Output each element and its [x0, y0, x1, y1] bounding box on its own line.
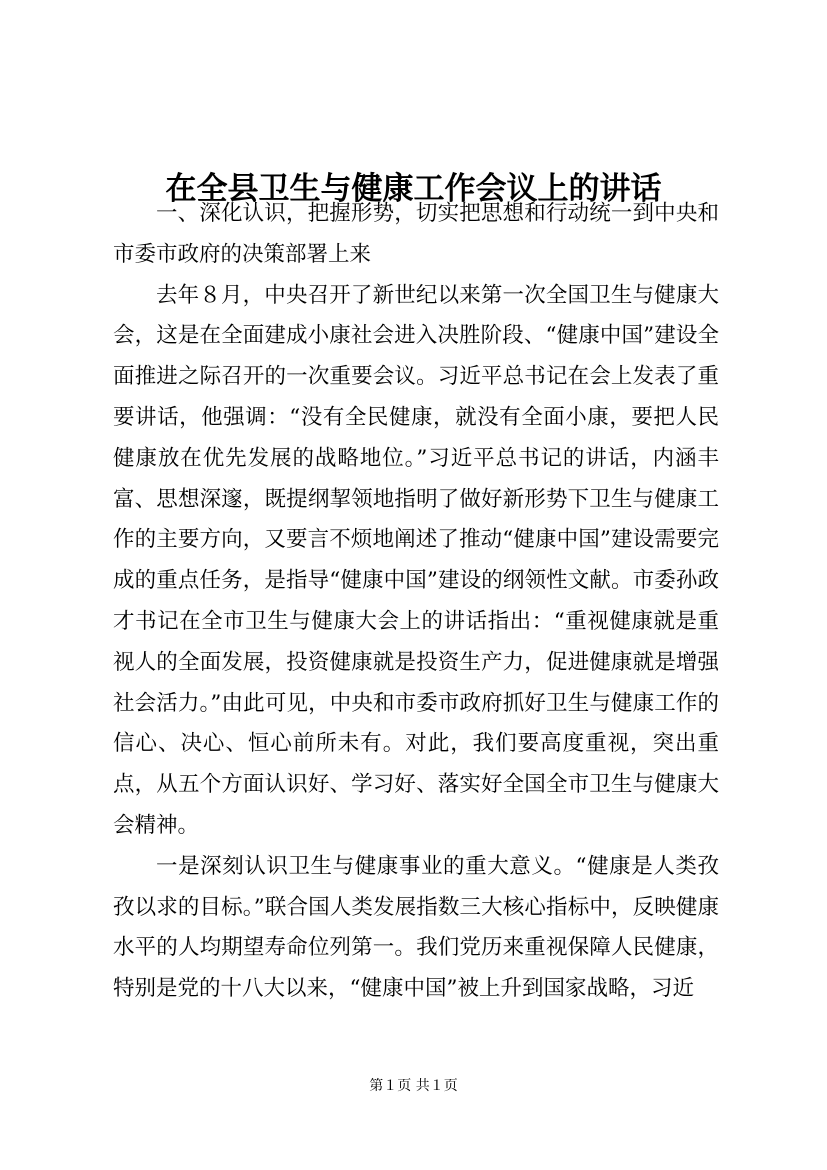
page-footer: 第１页 共１页 — [369, 1078, 458, 1094]
document-body — [113, 194, 719, 1010]
paragraph-conference-background: 去年８月，中央召开了新世纪以来第一次全国卫生与健康大会，这是在全面建成小康社会进入决胜阶段、“健康中国”建设全面推进之际召开的一次重要会议。习近平总书记在会上发表了重要讲话，他强调：“没有全民健康，就没有全面小康，要把人民健康放在优先发展的战略地位。”习近平总书记的讲话，内涵丰富、思想深邃，既提纲挈领地指明了做好新形势下卫生与健康工作的主要方向，又要言不烦地阐述了推动“健康中国”建设需要完成的重点任务，是指导“健康中国”建设的纲领性文献。市委孙政才书记在全市卫生与健康大会上的讲话指出：“重视健康就是重视人的全面发展，投资健康就是投资生产力，促进健康就是增强社会活力。”由此可见，中央和市委市政府抓好卫生与健康工作的信心、决心、恒心前所未有。对此，我们要高度重视，突出重点，从五个方面认识好、学习好、落实好全国全市卫生与健康大会精神。 — [113, 282, 719, 838]
paragraph-section-heading: 一、深化认识，把握形势，切实把思想和行动统一到中央和市委市政府的决策部署上来 — [113, 201, 719, 267]
paragraph-significance: 一是深刻认识卫生与健康事业的重大意义。“健康是人类孜孜以求的目标。”联合国人类发展指数三大核心指标中，反映健康水平的人均期望寿命位列第一。我们党历来重视保障人民健康，特别是党的十八大以来，“健康中国”被上升到国家战略，习近 — [113, 853, 719, 1002]
document-title: 在全县卫生与健康工作会议上的讲话 — [165, 170, 662, 207]
